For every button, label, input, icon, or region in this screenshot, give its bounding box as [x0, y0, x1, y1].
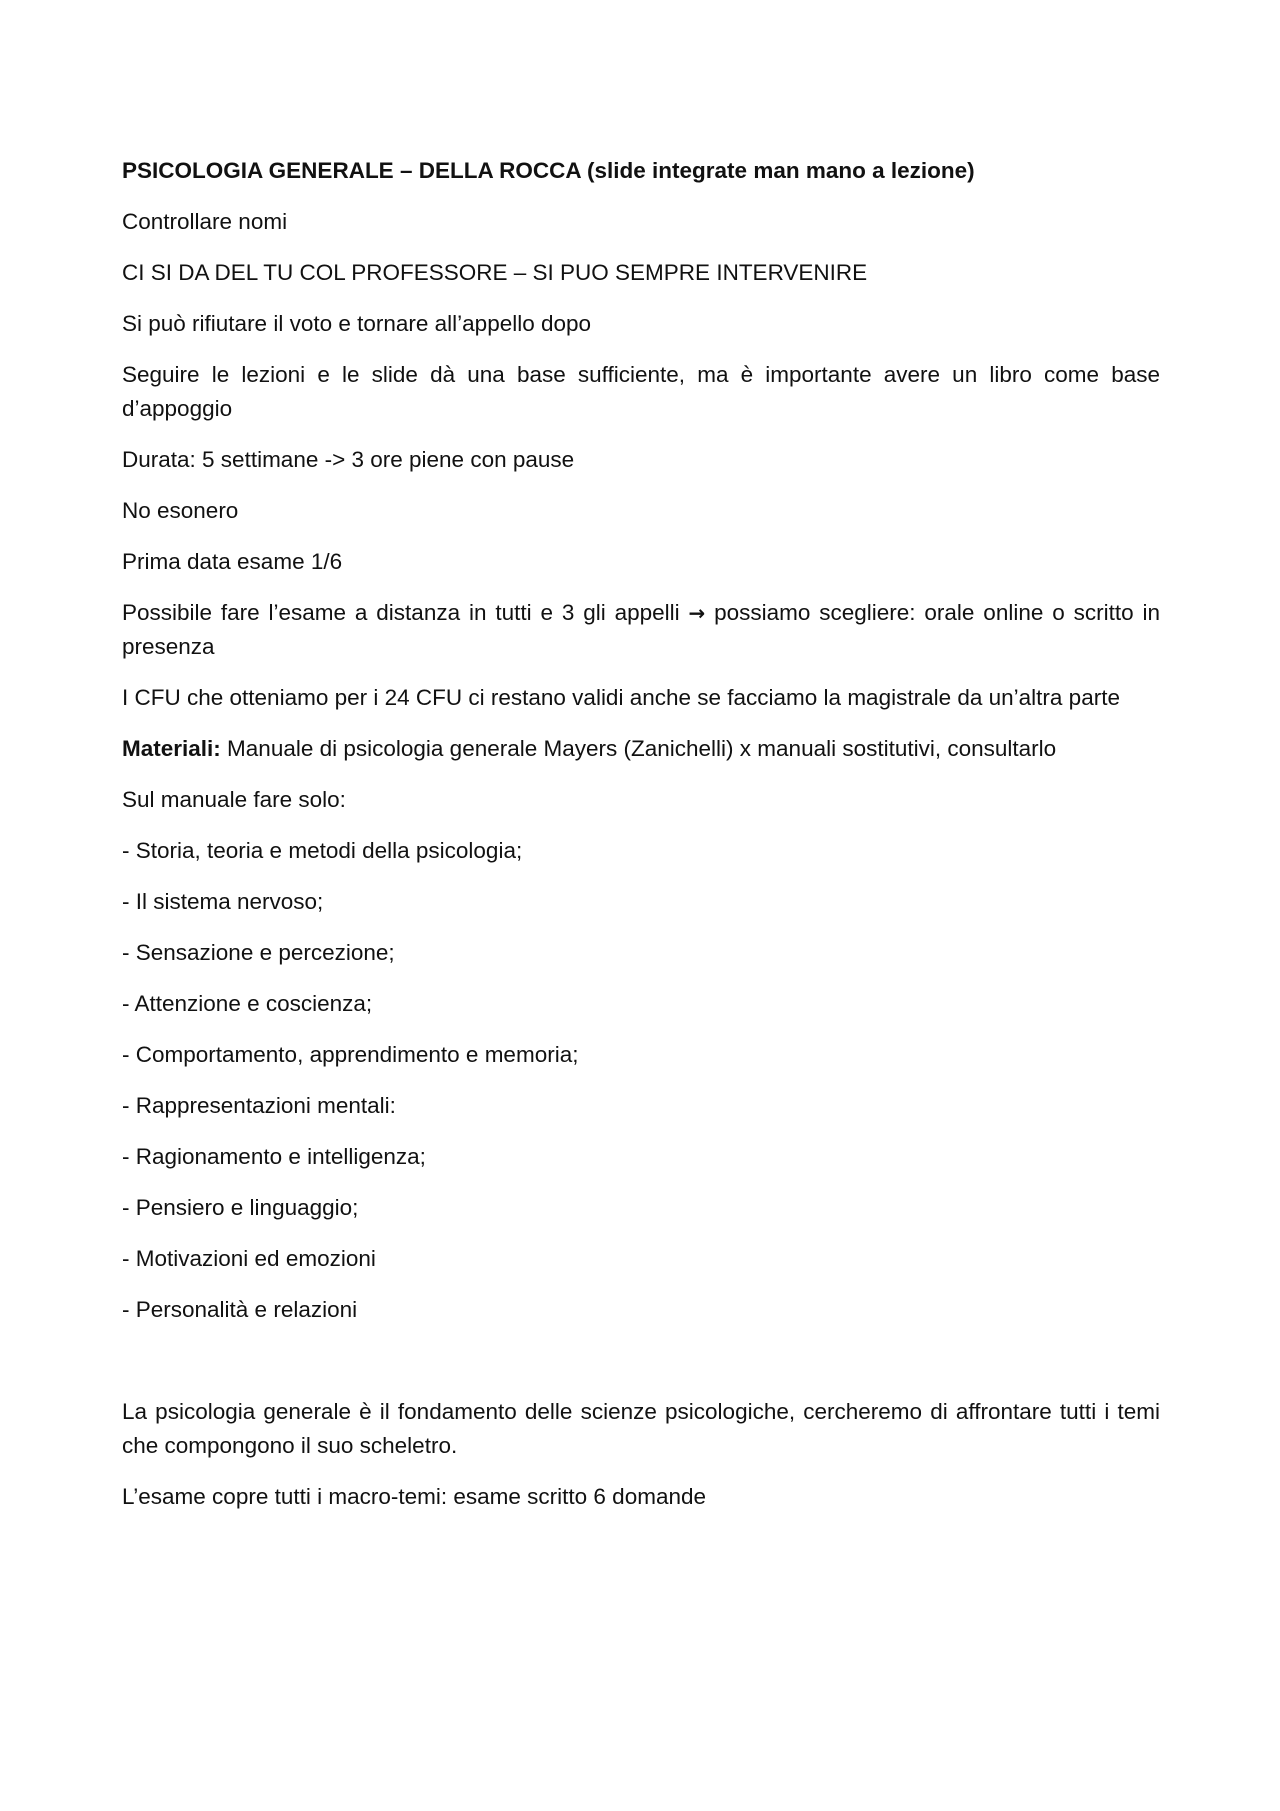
note-manual-intro: Sul manuale fare solo: — [122, 787, 346, 812]
note-informal: CI SI DA DEL TU COL PROFESSORE – SI PUO SEMPRE INTERVENIRE — [122, 260, 868, 285]
note-exam: L’esame copre tutti i macro-temi: esame scritto 6 domande — [122, 1484, 707, 1509]
note-remote-exam — [122, 596, 1160, 664]
topic-item: - Il sistema nervoso; — [122, 889, 324, 914]
topic-item: - Rappresentazioni mentali: — [122, 1093, 396, 1118]
topic-item: - Comportamento, apprendimento e memoria; — [122, 1042, 579, 1067]
document-title: PSICOLOGIA GENERALE – DELLA ROCCA (slide integrate man mano a lezione) — [122, 158, 975, 183]
topic-item: - Attenzione e coscienza; — [122, 991, 373, 1016]
materials-text: Manuale di psicologia generale Mayers (Zanichelli) x manuali sostitutivi, consultarlo — [227, 736, 1057, 761]
topic-item: - Sensazione e percezione; — [122, 940, 395, 965]
document-page — [122, 154, 1160, 1531]
note-foundation: La psicologia generale è il fondamento delle scienze psicologiche, cercheremo di affrontare tutti i temi che compongono il suo scheletro. — [122, 1399, 1160, 1458]
blank-line — [122, 1344, 1160, 1395]
note-check-names: Controllare nomi — [122, 209, 288, 234]
topic-item: - Storia, teoria e metodi della psicologia; — [122, 838, 523, 863]
arrow-right-icon: → — [688, 601, 706, 625]
materials-label: Materiali: — [122, 736, 221, 761]
note-cfu: I CFU che otteniamo per i 24 CFU ci restano validi anche se facciamo la magistrale da un’altra parte — [122, 685, 1120, 710]
topic-item: - Ragionamento e intelligenza; — [122, 1144, 426, 1169]
topic-item: - Pensiero e linguaggio; — [122, 1195, 359, 1220]
note-refuse-grade: Si può rifiutare il voto e tornare all’appello dopo — [122, 311, 592, 336]
topic-item: - Motivazioni ed emozioni — [122, 1246, 376, 1271]
note-duration: Durata: 5 settimane -> 3 ore piene con pause — [122, 447, 575, 472]
note-materials — [122, 732, 1160, 766]
topic-item: - Personalità e relazioni — [122, 1297, 358, 1322]
note-no-exemption: No esonero — [122, 498, 239, 523]
note-lessons-base: Seguire le lezioni e le slide dà una base sufficiente, ma è importante avere un libro come base d’appoggio — [122, 362, 1160, 421]
remote-exam-part2: possiamo scegliere: orale online o scritto in presenza — [122, 600, 1160, 659]
note-first-date: Prima data esame 1/6 — [122, 549, 343, 574]
remote-exam-part1: Possibile fare l’esame a distanza in tutti e 3 gli appelli — [122, 600, 680, 625]
